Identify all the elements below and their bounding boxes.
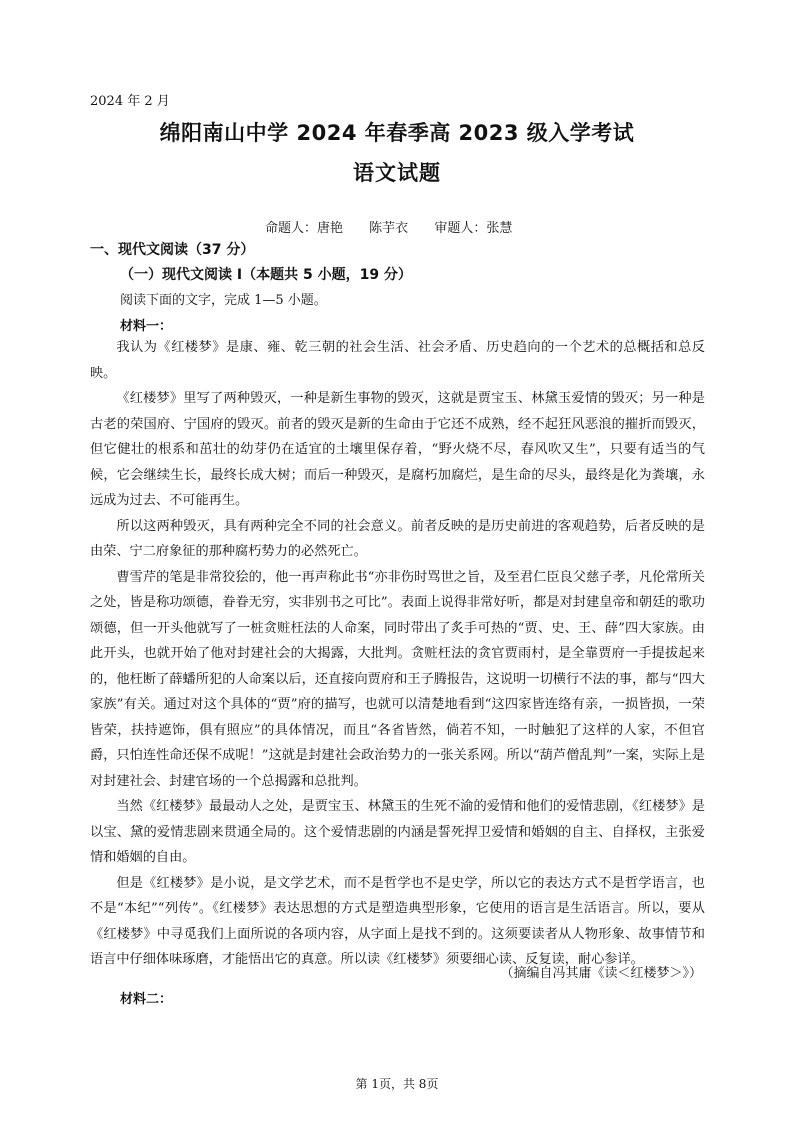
page-number: 第 1页，共 8页 xyxy=(355,1077,439,1091)
paragraph: 曹雪芹的笔是非常狡狯的，他一再声称此书“亦非伤时骂世之旨，及至君仁臣良父慈子孝，凡伦常所关之处，皆是称功颂德，眷眷无穷，实非别书之可比”。表面上说得非常好听，都是对封建皇帝和朝廷的歌功颂德，但一开头他就写了一桩贪赃枉法的人命案，同时带出了炙手可热的“贾、史、王、薛”四大家族。由此开头，也就开始了他对封建社会的大揭露，大批判。贪赃枉法的贪官贾雨村，是全靠贾府一手提拔起来的，他枉断了薛蟠所犯的人命案以后，还直接向贾府和王子腾报告，这说明一切横行不法的事，都与“四大家族”有关。通过对这个具体的“贾”府的描写，也就可以清楚地看到“这四家皆连络有亲，一损皆损，一荣皆荣，扶持遮饰，俱有照应”的具体情况，而且“各省皆然，倘若不知，一时触犯了这样的人家，不但官爵，只怕连性命还保不成呢！”这就是封建社会政治势力的一张关系网。所以“葫芦僧乱判”一案，实际上是对封建社会、封建官场的一个总揭露和总批判。 xyxy=(90,569,705,789)
paragraph: 我认为《红楼梦》是康、雍、乾三朝的社会生活、社会矛盾、历史趋向的一个艺术的总概括和总反映。 xyxy=(90,340,705,381)
subject-title: 语文试题 xyxy=(353,161,441,185)
material-1-label: 材料一： xyxy=(120,319,173,334)
exam-date: 2024 年 2 月 xyxy=(90,94,170,109)
paragraph: 《红楼梦》里写了两种毁灭，一种是新生事物的毁灭，这就是贾宝玉、林黛玉爱情的毁灭；另一种是古老的荣国府、宁国府的毁灭。前者的毁灭是新的生命由于它还不成熟，经不起狂风恶浪的摧折而毁灭，但它健壮的根系和茁壮的幼芽仍在适宜的土壤里保存着，“野火烧不尽，春风吹又生”，只要有适当的气候，它会继续生长，最终长成大树；而后一种毁灭，是腐朽加腐烂，是生命的尽头，最终是化为粪壤，永远成为过去、不可能再生。 xyxy=(90,391,705,508)
paragraph: 当然《红楼梦》最最动人之处，是贾宝玉、林黛玉的生死不渝的爱情和他们的爱情悲剧，《红楼梦》是以宝、黛的爱情悲剧来贯通全局的。这个爱情悲剧的内涵是誓死捍卫爱情和婚姻的自主、自择权，主张爱情和婚姻的自由。 xyxy=(90,799,705,865)
material-2-label: 材料二： xyxy=(120,992,173,1007)
exam-title: 绵阳南山中学 2024 年春季高 2023 级入学考试 xyxy=(159,121,635,145)
paragraph: 但是《红楼梦》是小说，是文学艺术，而不是哲学也不是史学，所以它的表达方式不是哲学语言，也不是“本纪”“列传”。《红楼梦》表达思想的方式是塑造典型形象，它使用的语言是生活语言。所以，要从《红楼梦》中寻觅我们上面所说的各项内容，从字面上是找不到的。这须要读者从人物形象、故事情节和语言中仔细体味琢磨，才能悟出它的真意。所以读《红楼梦》须要细心读、反复读，耐心参详。 xyxy=(90,875,705,967)
authors-line xyxy=(265,217,534,236)
setter-name-2: 陈芋衣 xyxy=(369,221,409,236)
paragraph: 所以这两种毁灭，具有两种完全不同的社会意义。前者反映的是历史前进的客观趋势，后者反映的是由荣、宁二府象征的那种腐朽势力的必然死亡。 xyxy=(90,518,705,559)
section-heading: 一、现代文阅读（37 分） xyxy=(90,242,255,258)
instruction-text: 阅读下面的文字，完成 1—5 小题。 xyxy=(120,293,327,308)
subsection-heading: （一）现代文阅读 I（本题共 5 小题，19 分） xyxy=(120,267,412,283)
material-1-body xyxy=(90,335,705,973)
setter-label: 命题人：唐艳 xyxy=(265,221,344,236)
source-citation: （摘编自冯其庸《读＜红楼梦＞》） xyxy=(500,966,702,981)
reviewer-label: 审题人：张慧 xyxy=(434,221,513,236)
